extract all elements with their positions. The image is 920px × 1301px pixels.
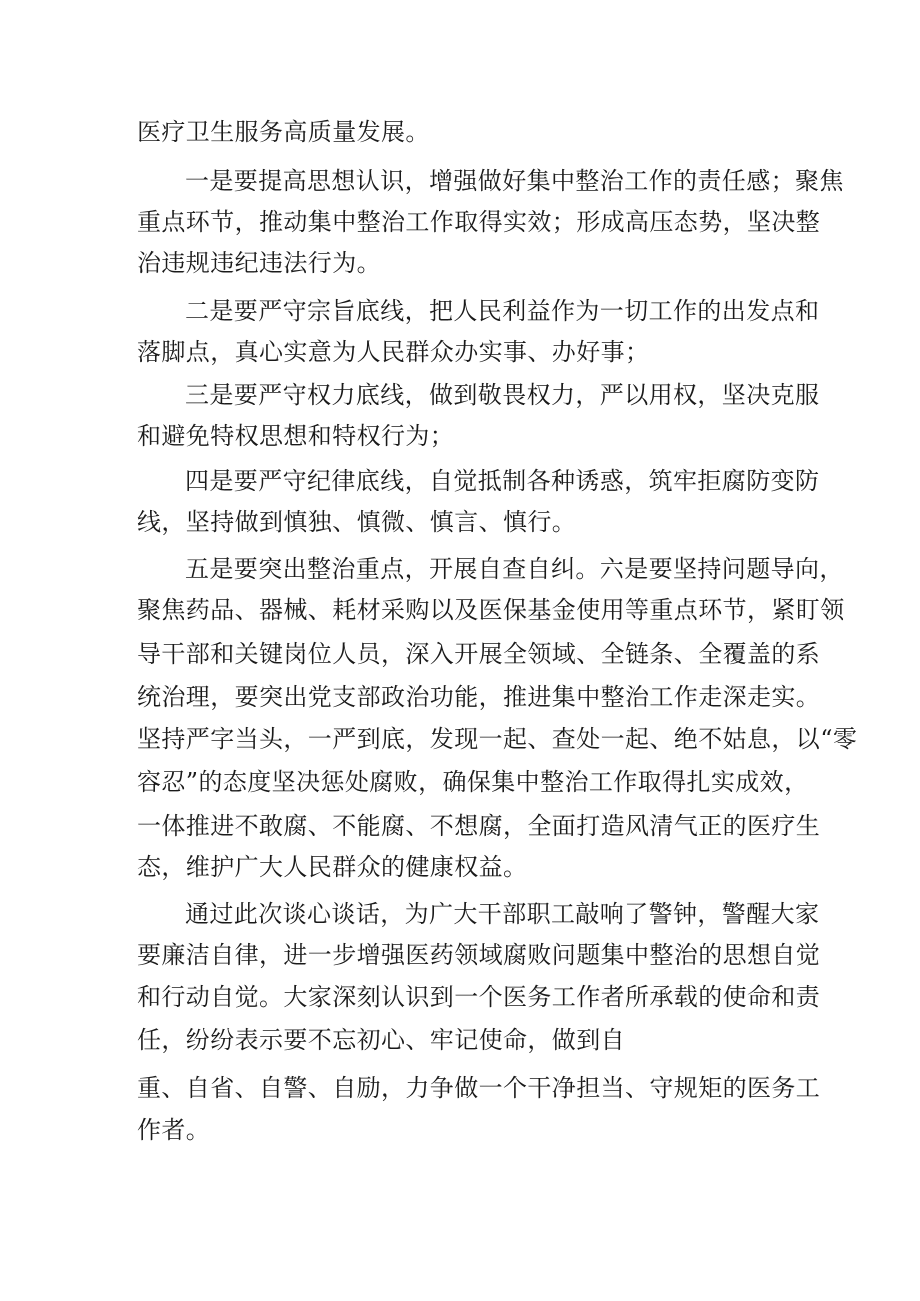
text-line: 要廉洁自律，进一步增强医药领域腐败问题集中整治的思想自觉	[137, 941, 821, 969]
text-line: 态，维护广大人民群众的健康权益。	[137, 853, 528, 881]
text-line: 和行动自觉。大家深刻认识到一个医务工作者所承载的使命和责	[137, 983, 821, 1011]
text-line: 治违规违纪违法行为。	[137, 249, 381, 277]
text-line: 线，坚持做到慎独、慎微、慎言、慎行。	[137, 508, 577, 536]
text-line: 医疗卫生服务高质量发展。	[137, 118, 430, 146]
text-line: 一是要提高思想认识，增强做好集中整治工作的责任感；聚焦	[185, 167, 844, 195]
text-line: 容忍”的态度坚决惩处腐败，确保集中整治工作取得扎实成效，	[137, 768, 809, 796]
text-line: 重点环节，推动集中整治工作取得实效；形成高压态势，坚决整	[137, 208, 821, 236]
text-line: 通过此次谈心谈话，为广大干部职工敲响了警钟，警醒大家	[185, 900, 820, 928]
text-line: 统治理，要突出党支部政治功能，推进集中整治工作走深走实。	[137, 683, 821, 711]
text-line: 和避免特权思想和特权行为；	[137, 422, 455, 450]
text-line: 三是要严守权力底线，做到敬畏权力，严以用权，坚决克服	[185, 381, 820, 409]
text-line: 二是要严守宗旨底线，把人民利益作为一切工作的出发点和	[185, 297, 820, 325]
text-line: 坚持严字当头，一严到底，发现一起、查处一起、绝不姑息，以“零	[137, 725, 858, 753]
text-line: 落脚点，真心实意为人民群众办实事、办好事；	[137, 338, 650, 366]
text-line: 任，纷纷表示要不忘初心、牢记使命，做到自	[137, 1026, 625, 1054]
text-line: 四是要严守纪律底线，自觉抵制各种诱惑，筑牢拒腐防变防	[185, 467, 820, 495]
text-line: 导干部和关键岗位人员，深入开展全领域、全链条、全覆盖的系	[137, 640, 821, 668]
text-line: 重、自省、自警、自励，力争做一个干净担当、守规矩的医务工	[137, 1074, 821, 1102]
text-line: 一体推进不敢腐、不能腐、不想腐，全面打造风清气正的医疗生	[137, 812, 821, 840]
text-line: 聚焦药品、器械、耗材采购以及医保基金使用等重点环节，紧盯领	[137, 596, 845, 624]
text-line: 五是要突出整治重点，开展自查自纠。六是要坚持问题导向，	[185, 555, 844, 583]
text-line: 作者。	[137, 1116, 211, 1144]
